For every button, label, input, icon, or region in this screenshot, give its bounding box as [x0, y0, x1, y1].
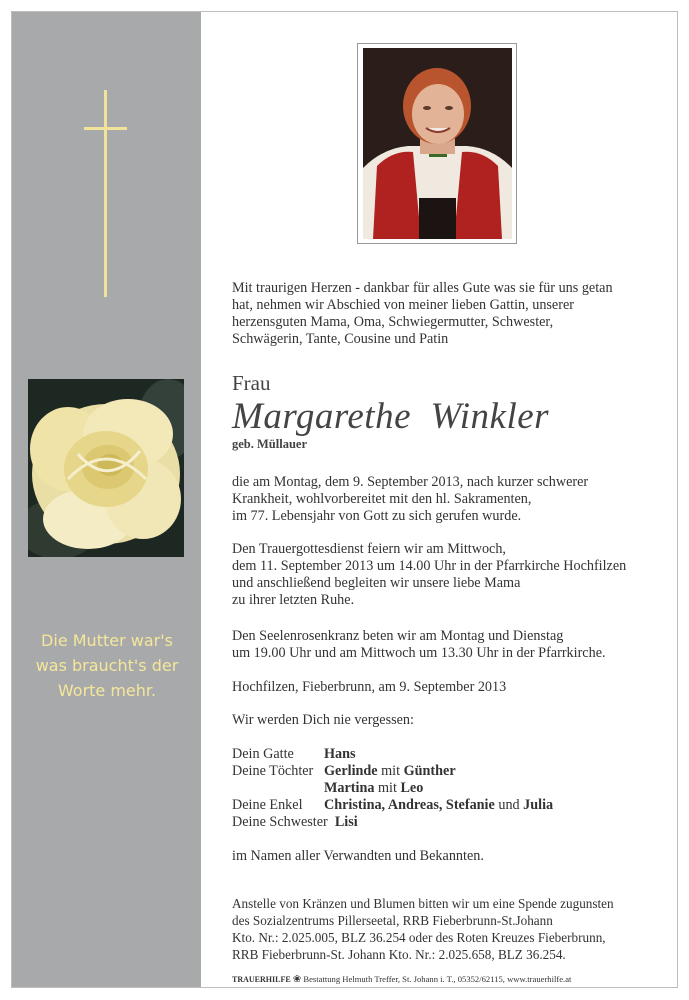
family-row [232, 814, 358, 831]
never-forget: Wir werden Dich nie vergessen: [232, 712, 414, 728]
text-line: des Sozialzentrums Pillerseetal, RRB Fieberbrunn-St.Johann [232, 913, 553, 928]
footer [232, 974, 571, 985]
family-relation: Deine Schwester [232, 814, 328, 830]
family-relation: Deine Töchter [232, 763, 314, 779]
family-member: Lisi [334, 814, 358, 830]
family-member: Hans [324, 746, 356, 762]
rose-image [28, 379, 184, 557]
text-line: die am Montag, dem 9. September 2013, nach kurzer schwerer [232, 474, 589, 490]
family-row [232, 763, 456, 780]
family-member: Günther [403, 763, 456, 779]
death-text [232, 474, 588, 525]
text-line: RRB Fieberbrunn-St. Johann Kto. Nr.: 2.025.658, BLZ 36.254. [232, 947, 566, 962]
donation-text [232, 895, 614, 963]
footer-logo-icon: ❀ [292, 974, 302, 985]
text-line: Mit traurigen Herzen - dankbar für alles Gute was sie für uns getan [232, 280, 613, 296]
funeral-text [232, 541, 626, 609]
text-line: Anstelle von Kränzen und Blumen bitten wir um eine Spende zugunsten [232, 896, 614, 911]
text-line: hat, nehmen wir Abschied von meiner lieben Gattin, unserer [232, 297, 574, 313]
text-line: dem 11. September 2013 um 14.00 Uhr in der Pfarrkirche Hochfilzen [232, 558, 627, 574]
family-relation: Deine Enkel [232, 797, 303, 813]
text-line: Den Seelenrosenkranz beten wir am Montag und Dienstag [232, 628, 564, 644]
family-member: Gerlinde [324, 763, 378, 779]
portrait-photo [363, 48, 512, 239]
family-row [232, 746, 356, 763]
text-line: im 77. Lebensjahr von Gott zu sich gerufen wurde. [232, 508, 522, 524]
family-member: Julia [523, 797, 554, 813]
text-line: herzensguten Mama, Oma, Schwiegermutter, Schwester, [232, 314, 554, 330]
footer-brand: TRAUERHILFE [232, 975, 291, 984]
conjunction: und [498, 797, 520, 813]
text-line: zu ihrer letzten Ruhe. [232, 592, 355, 608]
deceased-name: Margarethe Winkler [232, 396, 550, 437]
family-member: Martina [324, 780, 375, 796]
relatives-text: im Namen aller Verwandten und Bekannten. [232, 848, 484, 864]
family-member: Leo [400, 780, 424, 796]
quote-line: was braucht's der [35, 656, 179, 675]
birth-name: geb. Müllauer [232, 437, 307, 451]
sidebar-quote [22, 628, 192, 703]
text-line: und anschließend begleiten wir unsere liebe Mama [232, 575, 521, 591]
rosary-text [232, 628, 606, 662]
text-line: um 19.00 Uhr und am Mittwoch um 13.30 Uhr in der Pfarrkirche. [232, 645, 606, 661]
family-relation: Dein Gatte [232, 746, 294, 762]
cross-icon-bar [84, 127, 127, 130]
intro-text [232, 280, 613, 348]
text-line: Kto. Nr.: 2.025.005, BLZ 36.254 oder des Roten Kreuzes Fieberbrunn, [232, 930, 606, 945]
quote-line: Die Mutter war's [41, 631, 173, 650]
text-line: Den Trauergottesdienst feiern wir am Mittwoch, [232, 541, 506, 557]
family-row [232, 780, 423, 797]
footer-text: Bestattung Helmuth Treffer, St. Johann i. T., 05352/62115, www.trauerhilfe.at [303, 974, 572, 984]
conjunction: mit [377, 780, 397, 796]
text-line: Schwägerin, Tante, Cousine und Patin [232, 331, 449, 347]
salutation: Frau [232, 371, 271, 395]
family-row [232, 797, 553, 814]
conjunction: mit [381, 763, 401, 779]
place-date: Hochfilzen, Fieberbrunn, am 9. September 2013 [232, 679, 507, 695]
quote-line: Worte mehr. [57, 681, 157, 700]
text-line: Krankheit, wohlvorbereitet mit den hl. Sakramenten, [232, 491, 532, 507]
family-member: Christina, Andreas, Stefanie [324, 797, 495, 813]
cross-icon [104, 90, 107, 297]
